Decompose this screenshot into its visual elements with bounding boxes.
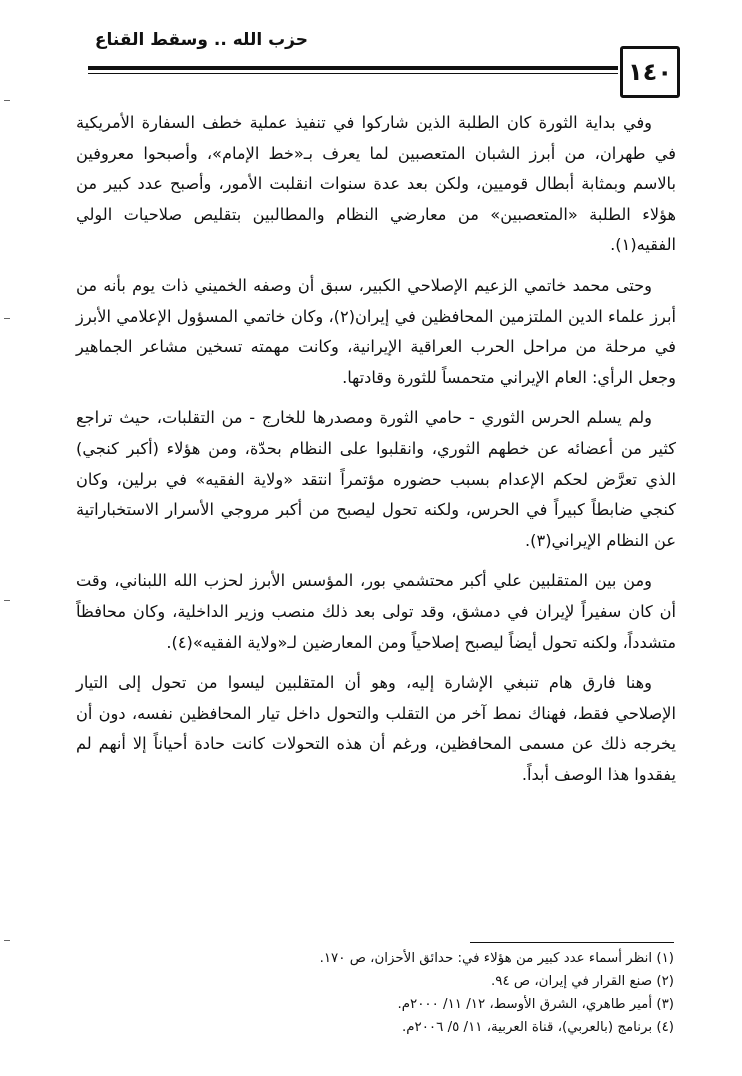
header-rule bbox=[88, 66, 618, 70]
footnote-separator bbox=[470, 942, 674, 943]
paragraph-5: وهنا فارق هام تنبغي الإشارة إليه، وهو أن المتقلبين ليسوا من تحول إلى التيار الإصلاحي فقط، فهناك نمط آخر من التقلب والتحول داخل تيار المحافظين نفسه، دون أن يخرجه ذلك عن مسمى المحافظين، ورغم أن هذه التحولات كانت حادة أحياناً إلا أنهم لم يفقدوا هذا الوصف أبداً. bbox=[76, 673, 676, 784]
scan-margin-mark bbox=[4, 100, 10, 101]
footnote-1: (١) انظر أسماء عدد كبير من هؤلاء في: حدائق الأحزان، ص ١٧٠. bbox=[319, 951, 674, 966]
scan-margin-mark bbox=[4, 600, 10, 601]
footnotes bbox=[150, 947, 674, 1039]
page-number-box: ١٤٠ bbox=[620, 46, 680, 98]
footnote-4: (٤) برنامج (بالعربي)، قناة العربية، ١١/ ٥/ ٢٠٠٦م. bbox=[401, 1020, 674, 1035]
footnote-2: (٢) صنع القرار في إيران، ص ٩٤. bbox=[490, 974, 674, 989]
paragraph-4: ومن بين المتقلبين علي أكبر محتشمي بور، المؤسس الأبرز لحزب الله اللبناني، وقت أن كان سفيراً لإيران في دمشق، وقد تولى بعد ذلك منصب وزير الداخلية، وكان محافظاً متشدداً، ولكنه تحول أيضاً ليصبح إصلاحياً ومن المعارضين لـ«ولاية الفقيه»(٤). bbox=[76, 571, 676, 652]
footnote-3: (٣) أمير طاهري، الشرق الأوسط، ١٢/ ١١/ ٢٠٠٠م. bbox=[397, 997, 674, 1012]
scan-margin-mark bbox=[4, 940, 10, 941]
header-rule-thin bbox=[88, 73, 618, 74]
paragraph-1: وفي بداية الثورة كان الطلبة الذين شاركوا في تنفيذ عملية خطف السفارة الأمريكية في طهران، من أبرز الشبان المتعصبين لما يعرف بـ«خط الإمام»، وأصبحوا معروفين بالاسم وبمثابة أبطال قوميين، ولكن بعد عدة سنوات انقلبت الأمور، وأصبح عدد كبير من هؤلاء الطلبة «المتعصبين» من معارضي النظام والمطالبين بتقليص صلاحيات الولي الفقيه(١). bbox=[76, 113, 676, 255]
paragraph-2: وحتى محمد خاتمي الزعيم الإصلاحي الكبير، سبق أن وصفه الخميني ذات يوم بأنه من أبرز علماء الدين الملتزمين المحافظين في إيران(٢)، وكان خاتمي المسؤول الإعلامي الأبرز في مرحلة من مراحل الحرب العراقية الإيرانية، وكانت مهمته تسخين مشاعر الجماهير وجعل الرأي: العام الإيراني متحمساً للثورة وقادتها. bbox=[76, 275, 676, 387]
body-text bbox=[76, 108, 676, 790]
paragraph-3: ولم يسلم الحرس الثوري - حامي الثورة ومصدرها للخارج - من التقلبات، حيث تراجع كثير من أعضائه عن خطهم الثوري، وانقلبوا على النظام بحدّة، ومن هؤلاء (أكبر كنجي) الذي تعرَّض لحكم الإعدام بسبب حضوره مؤتمراً انتقد «ولاية الفقيه» في برلين، وكان كنجي ضابطاً كبيراً في الحرس، ولكنه تحول ليصبح من أكبر مروجي الأسرار الاستخباراتية عن النظام الإيراني(٣). bbox=[76, 408, 676, 550]
scan-margin-mark bbox=[4, 318, 10, 319]
running-title: حزب الله .. وسقط القناع bbox=[94, 30, 308, 50]
